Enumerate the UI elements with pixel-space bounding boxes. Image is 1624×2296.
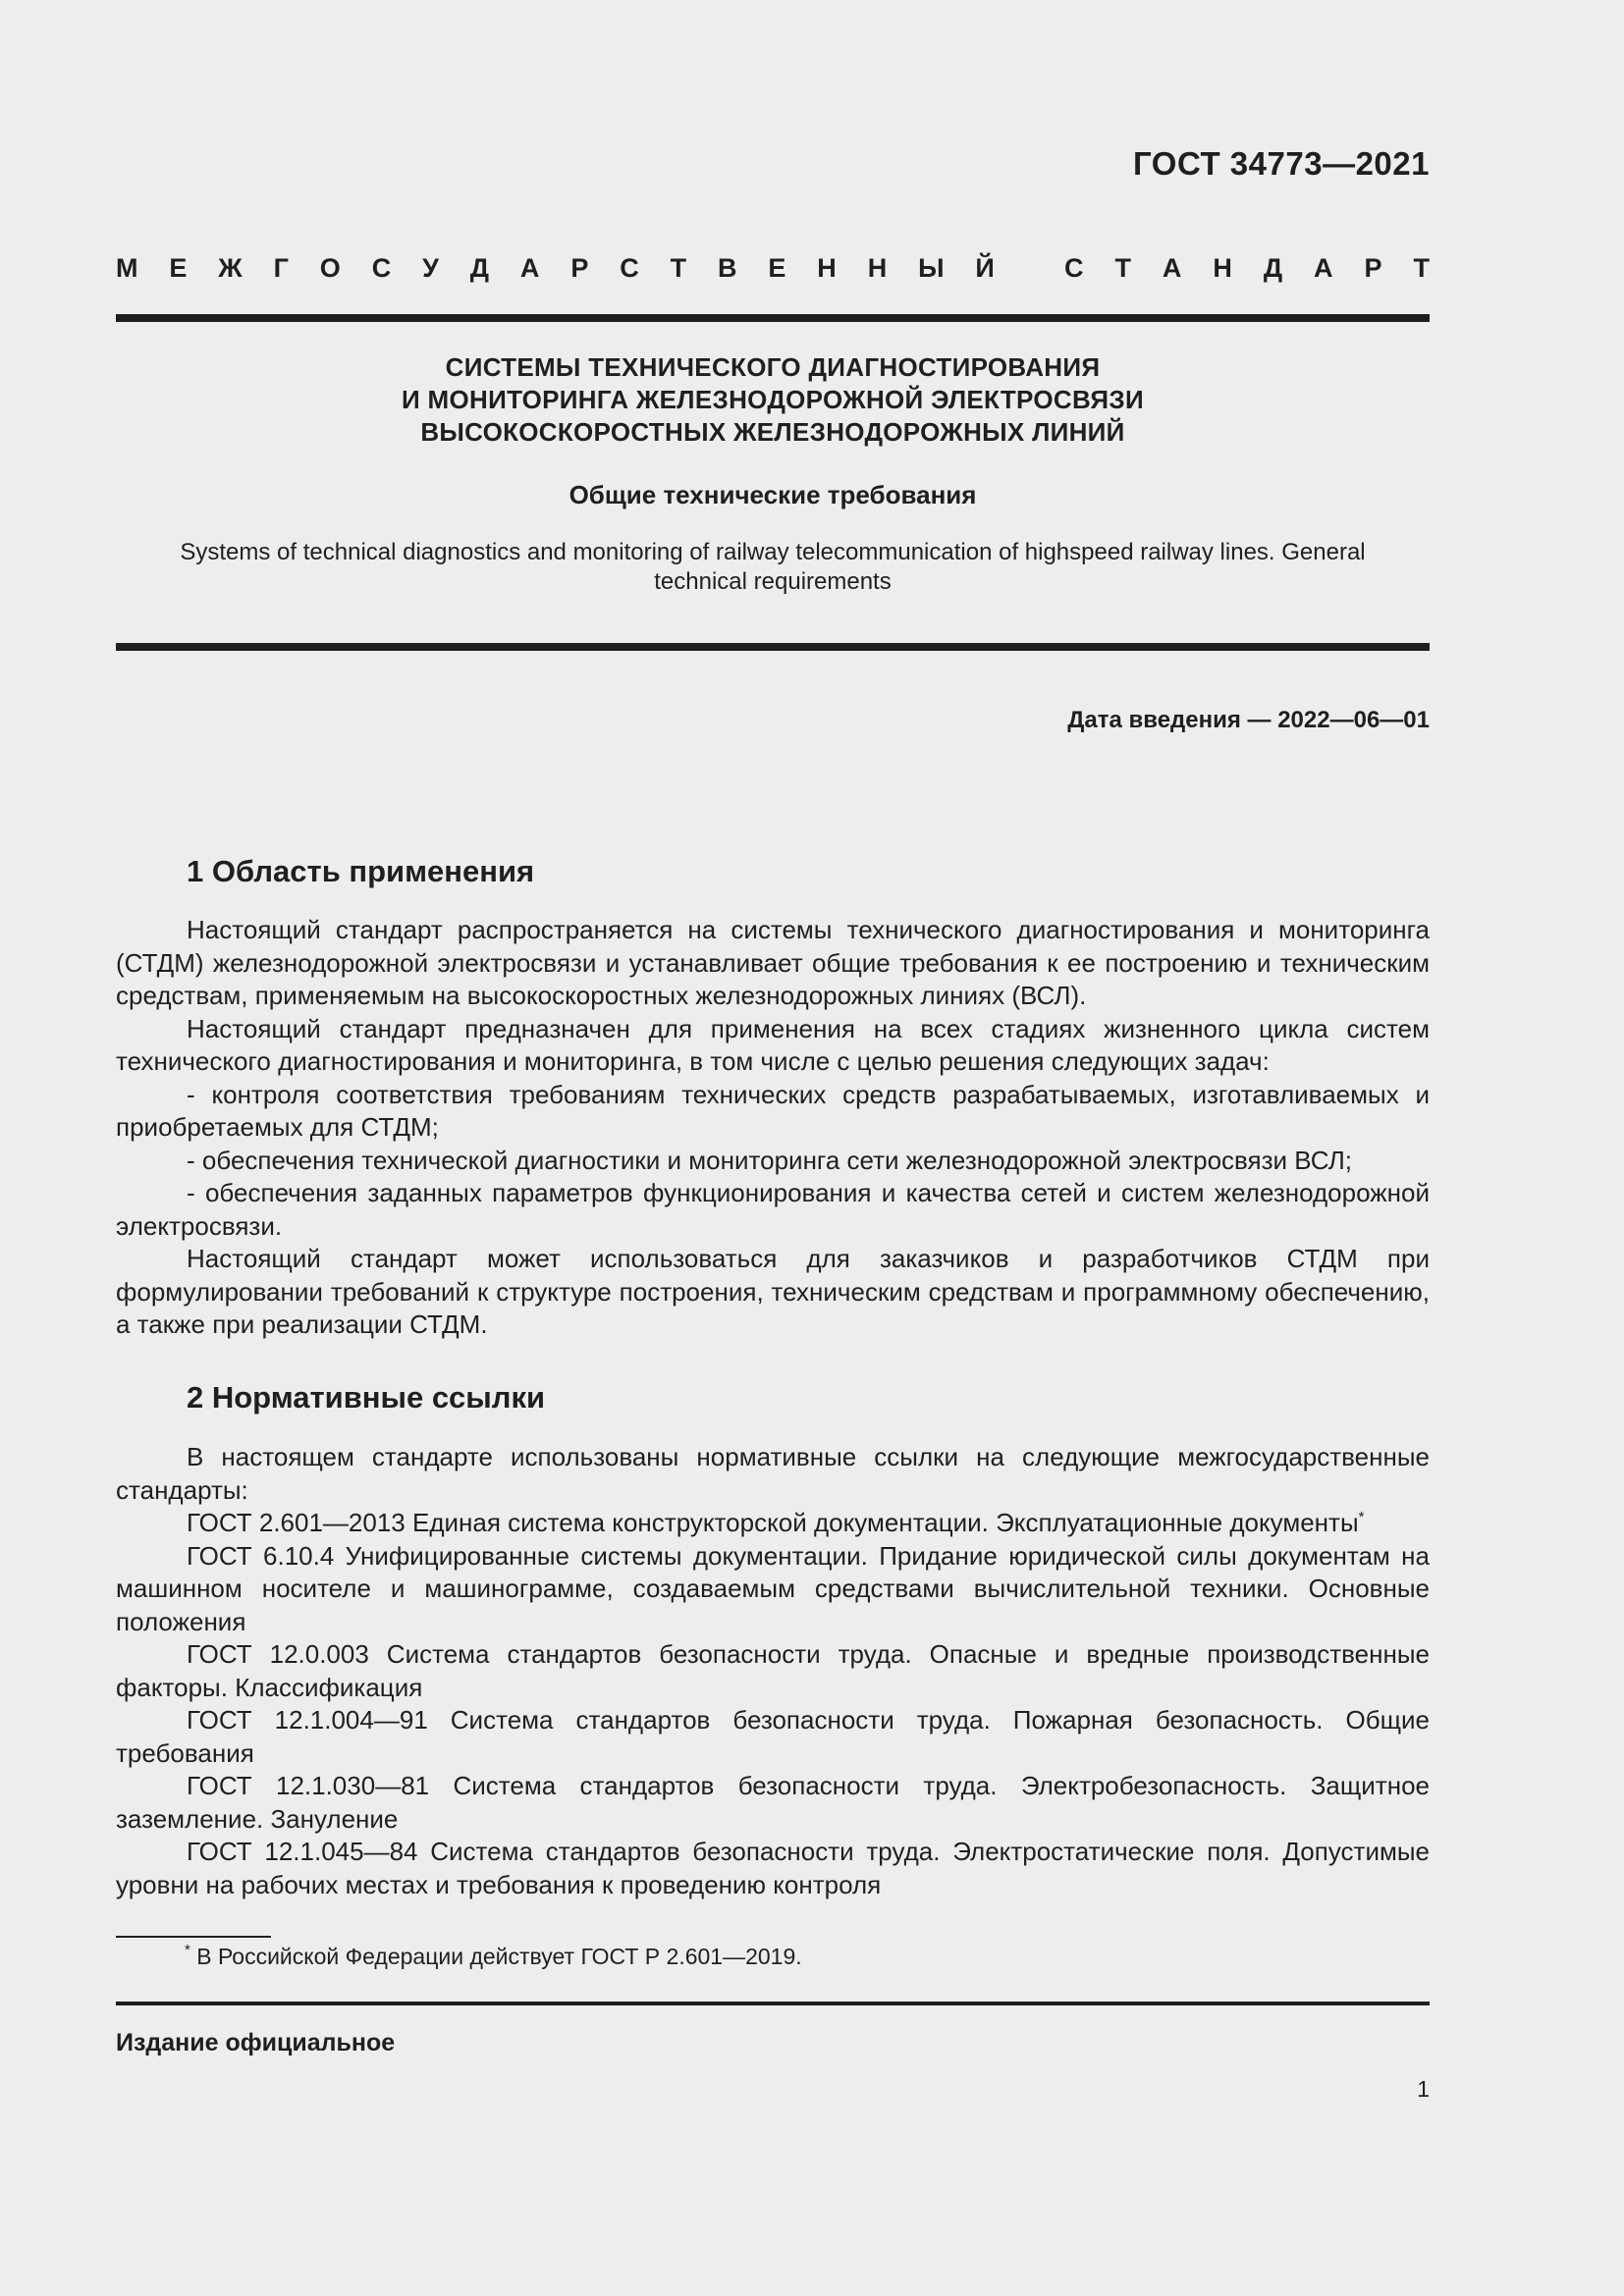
paragraph: Настоящий стандарт распространяется на системы технического диагностирования и мониторинга (СТДМ) железнодорожной электросвязи и устанавливает общие требования к ее построению и техническим средствам, применяемым на высокоскоростных железнодорожных линиях (ВСЛ). [116, 915, 1430, 1010]
banner-letter: А [1162, 253, 1182, 283]
paragraph: Настоящий стандарт может использоваться для заказчиков и разработчиков СТДМ при формулировании требований к структуре построения, техническим средствам и программному обеспечению, а также при реализации СТДМ. [116, 1244, 1430, 1339]
title-line: И МОНИТОРИНГА ЖЕЛЕЗНОДОРОЖНОЙ ЭЛЕКТРОСВЯЗИ [402, 385, 1144, 414]
paragraph: В настоящем стандарте использованы нормативные ссылки на следующие межгосударственные стандарты: [116, 1442, 1430, 1505]
banner-letter: В [718, 253, 737, 283]
interstate-standard-banner [116, 253, 1430, 284]
section-heading: 1 Область применения [187, 854, 535, 888]
paragraph: Настоящий стандарт предназначен для применения на всех стадиях жизненного цикла систем технического диагностирования и мониторинга, в том числе с целью решения следующих задач: [116, 1013, 1430, 1076]
banner-letter: М [116, 253, 138, 283]
list-item: - обеспечения технической диагностики и мониторинга сети железнодорожной электросвязи ВСЛ; [187, 1145, 1352, 1175]
banner-letter: А [519, 253, 540, 283]
title-line: ВЫСОКОСКОРОСТНЫХ ЖЕЛЕЗНОДОРОЖНЫХ ЛИНИЙ [420, 417, 1125, 447]
footer-divider [116, 2002, 1430, 2005]
banner-letter: Е [169, 253, 188, 283]
reference-item: ГОСТ 12.1.004—91 Система стандартов безопасности труда. Пожарная безопасность. Общие требования [116, 1705, 1430, 1768]
reference-item: ГОСТ 6.10.4 Унифицированные системы документации. Придание юридической силы документам на машинном носителе и машинограмме, создаваемым средствами вычислительной техники. Основные положения [116, 1540, 1430, 1636]
list-item: - обеспечения заданных параметров функционирования и качества сетей и систем железнодорожной электросвязи. [116, 1178, 1430, 1241]
section-1-body [116, 914, 1430, 1342]
list-item: - контроля соответствия требованиям технических средств разрабатываемых, изготавливаемых и приобретаемых для СТДМ; [116, 1079, 1430, 1142]
banner-letter: У [422, 253, 439, 283]
banner-letter: А [1314, 253, 1333, 283]
banner-letter: О [319, 253, 341, 283]
document-number: ГОСТ 34773—2021 [1133, 145, 1430, 182]
footnote-divider [116, 1936, 271, 1938]
banner-letter: Т [1114, 253, 1131, 283]
banner-letter: С [1064, 253, 1084, 283]
banner-word-standard [1064, 253, 1430, 284]
banner-letter: Д [469, 253, 490, 283]
title-block [116, 351, 1430, 597]
banner-letter: Ж [218, 253, 243, 283]
banner-letter: С [620, 253, 639, 283]
page-number: 1 [1417, 2076, 1430, 2102]
banner-letter: Н [1213, 253, 1232, 283]
english-title: Systems of technical diagnostics and monitoring of railway telecommunication of highspeed railway lines. General technical requirements [180, 539, 1366, 595]
introduction-date: Дата введения — 2022—06—01 [1067, 707, 1430, 733]
banner-letter: Н [817, 253, 837, 283]
banner-letter: Ы [918, 253, 945, 283]
banner-letter: Т [1413, 253, 1430, 283]
footnote-mark: * [185, 1942, 190, 1958]
title-line: СИСТЕМЫ ТЕХНИЧЕСКОГО ДИАГНОСТИРОВАНИЯ [445, 352, 1101, 382]
reference-item: ГОСТ 12.0.003 Система стандартов безопасности труда. Опасные и вредные производственные факторы. Классификация [116, 1639, 1430, 1702]
banner-letter: Т [670, 253, 687, 283]
banner-letter: Р [570, 253, 589, 283]
banner-letter: С [371, 253, 392, 283]
footnote [185, 1944, 802, 1970]
footnote-marker: * [1358, 1509, 1365, 1525]
reference-item [116, 1507, 1430, 1540]
header-divider [116, 314, 1430, 322]
banner-letter: Р [1364, 253, 1382, 283]
edition-label: Издание официальное [116, 2029, 396, 2056]
banner-letter: Е [768, 253, 786, 283]
banner-letter: Й [975, 253, 995, 283]
section-heading: 2 Нормативные ссылки [187, 1380, 546, 1415]
reference-item: ГОСТ 12.1.030—81 Система стандартов безопасности труда. Электробезопасность. Защитное заземление. Зануление [116, 1771, 1430, 1834]
title-divider [116, 643, 1430, 651]
reference-item: ГОСТ 12.1.045—84 Система стандартов безопасности труда. Электростатические поля. Допустимые уровни на рабочих местах и требования к проведению контроля [116, 1837, 1430, 1899]
footnote-text: В Российской Федерации действует ГОСТ Р 2.601—2019. [196, 1944, 802, 1969]
reference-text: ГОСТ 2.601—2013 Единая система конструкторской документации. Эксплуатационные документы [187, 1508, 1359, 1537]
document-subtitle: Общие технические требования [568, 480, 977, 509]
banner-letter: Г [273, 253, 289, 283]
banner-letter: Н [867, 253, 888, 283]
banner-word-interstate [116, 253, 995, 284]
section-2-body [116, 1441, 1430, 1901]
banner-letter: Д [1263, 253, 1283, 283]
